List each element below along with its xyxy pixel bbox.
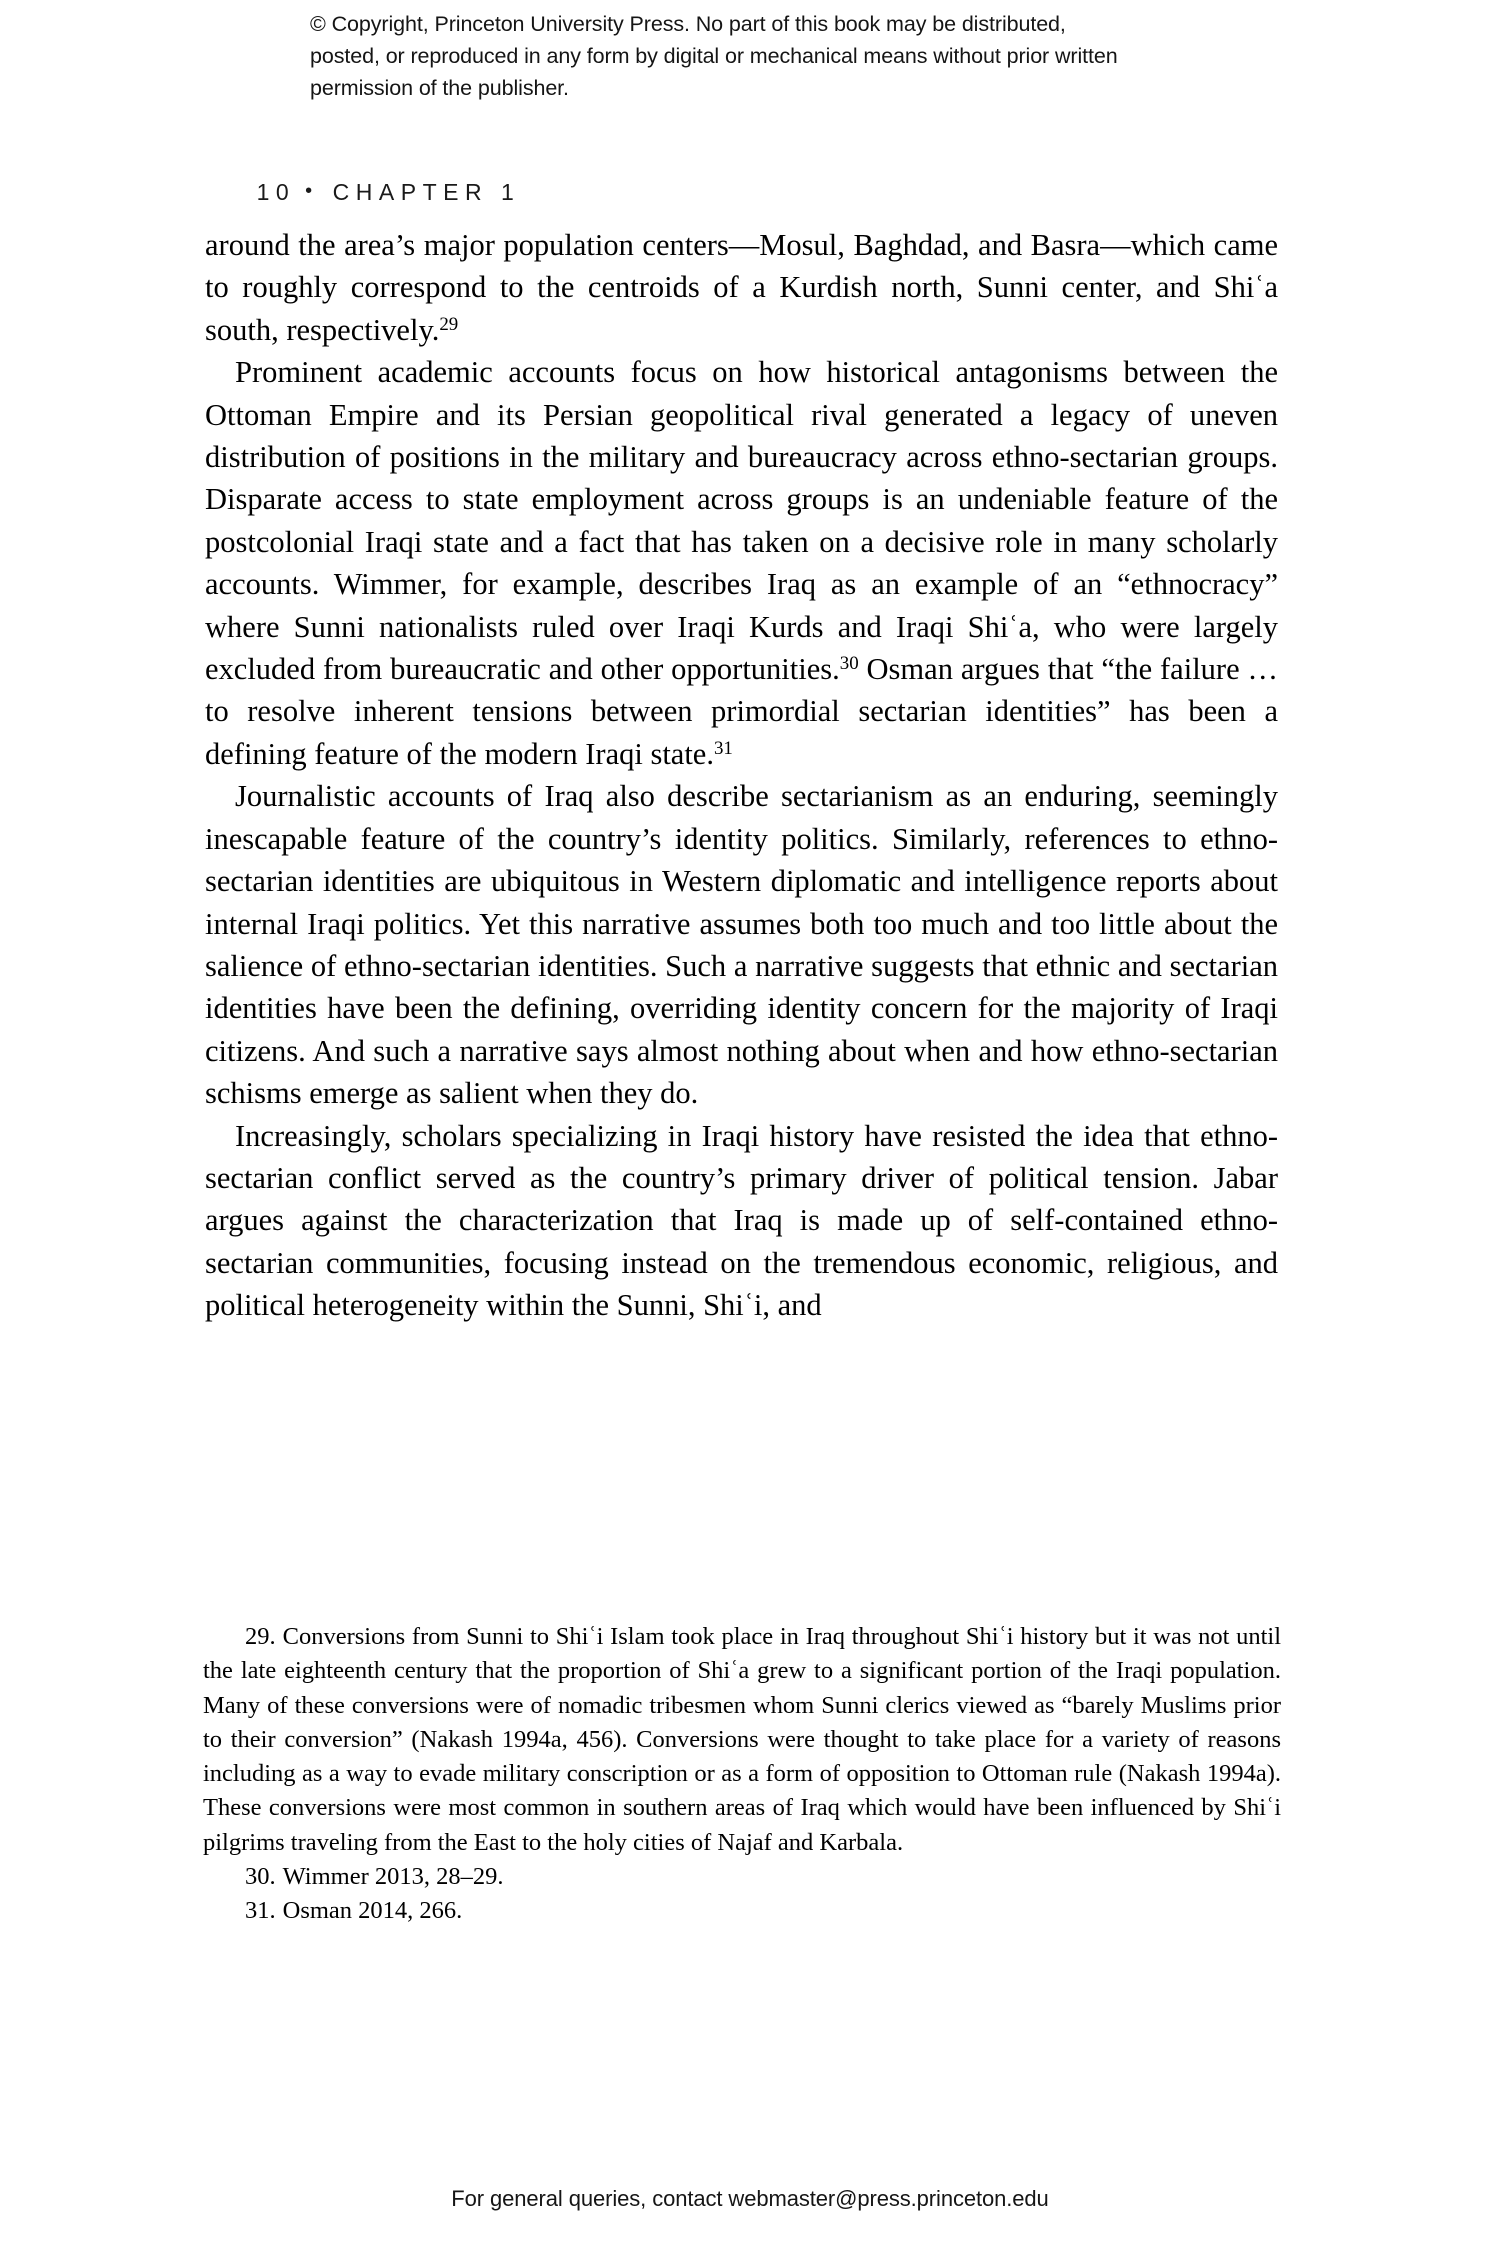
paragraph-text: Increasingly, scholars specializing in Iraqi history have resisted the idea that ethno-sectarian conflict served as the country’s primary driver of political tension. Jabar argues against the characterization that Iraq is made up of self-contained ethno-sectarian communities, focusing instead on the tremendous economic, religious, and political heterogeneity within the Sunni, Shiʿi, and [205, 1118, 1278, 1323]
paragraph-text: Journalistic accounts of Iraq also describe sectarianism as an enduring, seemingly inescapable feature of the country’s identity politics. Similarly, references to ethno-sectarian identities are ubiquitous in Western diplomatic and intelligence reports about internal Iraqi politics. Yet this narrative assumes both too much and too little about the salience of ethno-sectarian identities. Such a narrative suggests that ethnic and sectarian identities have been the defining, overriding identity concern for the majority of Iraqi citizens. And such a narrative says almost nothing about when and how ethno-sectarian schisms emerge as salient when they do. [205, 779, 1278, 1111]
footnote-29 [203, 1620, 1281, 1860]
paragraph-text: around the area’s major population centers—Mosul, Baghdad, and Basra—which came to roughly correspond to the centroids of a Kurdish north, Sunni center, and Shiʿa south, respectively. [205, 228, 1278, 347]
footnotes-section [203, 1620, 1281, 1929]
paragraph-text: Prominent academic accounts focus on how historical antagonisms between the Ottoman Empire and its Persian geopolitical rival generated a legacy of uneven distribution of positions in the military and bureaucracy across ethno-sectarian groups. Disparate access to state employment across groups is an undeniable feature of the postcolonial Iraqi state and a fact that has taken on a decisive role in many scholarly accounts. Wimmer, for example, describes Iraq as an example of an “ethnocracy” where Sunni nationalists ruled over Iraqi Kurds and Iraqi Shiʿa, who were largely excluded from bureaucratic and other opportunities. [205, 355, 1278, 687]
footer-general-queries-notice: For general queries, contact webmaster@press.princeton.edu [451, 2186, 1049, 2211]
running-head-chapter-label: CHAPTER 1 [332, 179, 521, 205]
running-head-separator-bullet: • [305, 180, 319, 202]
body-text-block [205, 224, 1278, 1327]
copyright-notice: © Copyright, Princeton University Press. No part of this book may be distributed, posted, or reproduced in any form by digital or mechanical means without prior written permission of the publisher. [310, 12, 1118, 100]
paragraph-text-continued: Osman argues that “the failure … to resolve inherent tensions between primordial sectarian identities” has been a defining feature of the modern Iraqi state. [205, 652, 1278, 771]
footnote-text: Osman 2014, 266. [282, 1897, 463, 1925]
footnote-31 [203, 1894, 1281, 1928]
footnote-text: Conversions from Sunni to Shiʿi Islam took place in Iraq throughout Shiʿi history but it was not until the late eighteenth century that the proportion of Shiʿa grew to a significant portion of the Iraqi population. Many of these conversions were of nomadic tribesmen whom Sunni clerics viewed as “barely Muslims prior to their conversion” (Nakash 1994a, 456). Conversions were thought to take place for a variety of reasons including as a way to evade military conscription or as a form of opposition to Ottoman rule (Nakash 1994a). These conversions were most common in southern areas of Iraq which would have been influenced by Shiʿi pilgrims traveling from the East to the holy cities of Najaf and Karbala. [203, 1623, 1281, 1856]
footnote-30 [203, 1860, 1281, 1894]
paragraph-continuation [205, 224, 1278, 351]
footnote-marker-31[interactable]: 31 [713, 738, 733, 760]
running-head [205, 152, 520, 233]
paragraph-prominent-academic [205, 351, 1278, 775]
footnote-number: 29. [245, 1623, 276, 1650]
page-folio-number: 10 [256, 179, 296, 205]
footnote-marker-30[interactable]: 30 [839, 653, 859, 675]
footnote-marker-29[interactable]: 29 [439, 313, 459, 335]
footnote-number: 30. [245, 1863, 276, 1891]
paragraph-increasingly-scholars [205, 1115, 1278, 1327]
footnote-text: Wimmer 2013, 28–29. [282, 1863, 504, 1891]
footnote-number: 31. [245, 1897, 276, 1925]
paragraph-journalistic-accounts [205, 775, 1278, 1114]
